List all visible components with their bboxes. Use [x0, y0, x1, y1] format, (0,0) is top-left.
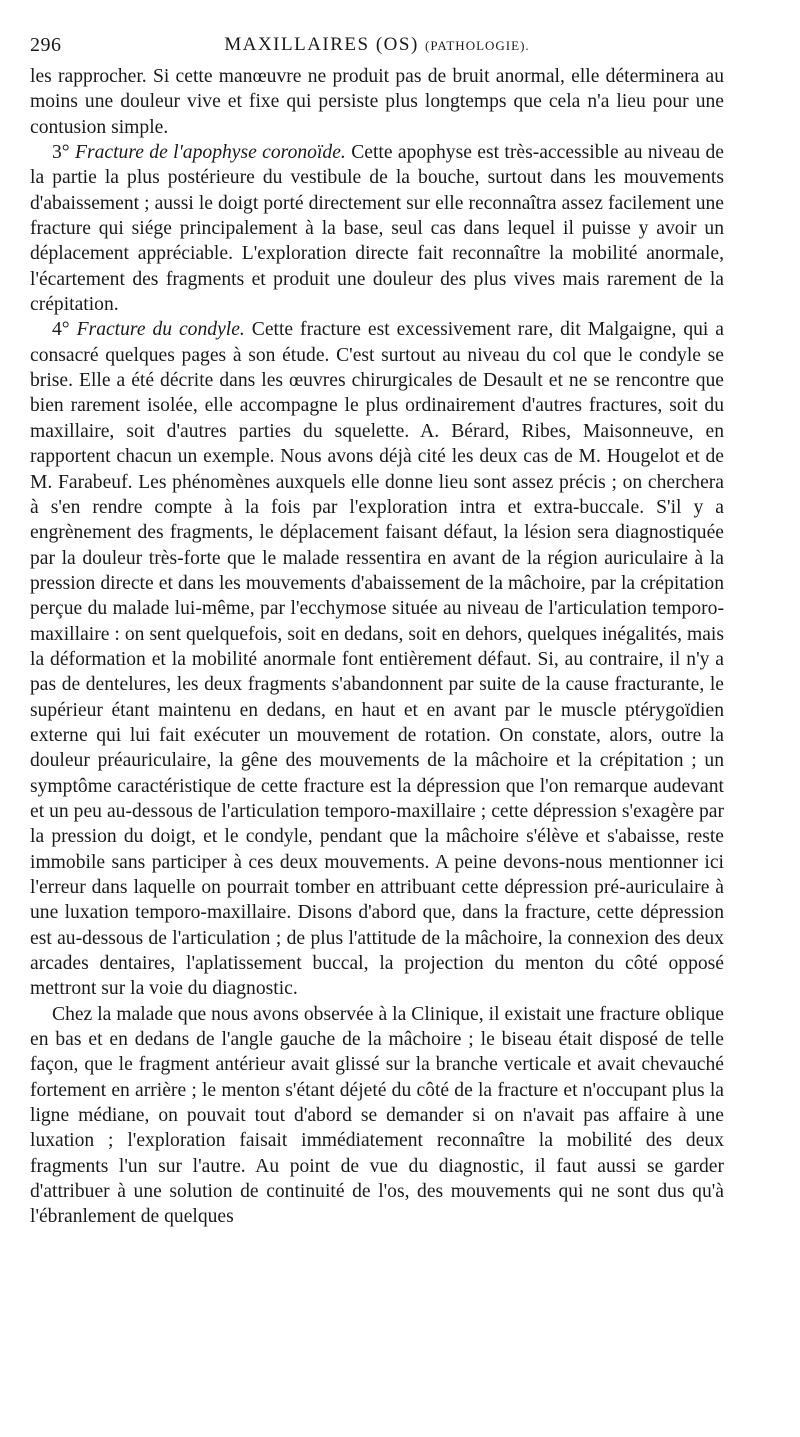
paragraph-text: Cette fracture est excessivement rare, dit Malgaigne, qui a consacré quelques pages à son étude. C'est surtout au niveau du col que le condyle se brise. Elle a été décrite dans les œuvres chirurgicales de Desault et ne se rencontre que bien rarement isolée, elle accompagne le plus ordinairement d'autres fractures, soit du maxillaire, soit d'autres parties du squelette. A. Bérard, Ribes, Maisonneuve, en rapportent chacun un exemple. Nous avons déjà cité les deux cas de M. Hougelot et de M. Farabeuf. Les phénomènes auxquels elle donne lieu sont assez précis ; on cherchera à s'en rendre compte à la fois par l'exploration intra et extra-buccale. S'il y a engrènement des fragments, le déplacement faisant défaut, la lésion sera diagnostiquée par la douleur très-forte que le malade ressentira en avant de la région auriculaire à la pression directe et dans les mouvements d'abaissement de la mâchoire, par la crépitation perçue du malade lui-même, par l'ecchymose située au niveau de l'articulation temporo-maxillaire : on sent quelquefois, soit en dedans, soit en dehors, quelques inégalités, mais la déformation et la mobilité anormale font entièrement défaut. Si, au contraire, il n'y a pas de dentelures, les deux fragments s'abandonnent par suite de la cause fracturante, le supérieur étant maintenu en dedans, en haut et en avant par le muscle ptérygoïdien externe qui lui fait exécuter un mouvement de rotation. On constate, alors, outre la douleur préauriculaire, la gêne des mouvements de la mâchoire et la crépitation ; un symptôme caractéristique de cette fracture est la dépression que l'on remarque audevant et un peu au-dessous de l'articulation temporo-maxillaire ; cette dépression s'exagère par la pression du doigt, et le condyle, pendant que la mâchoire s'élève et s'abaisse, reste immobile sans participer à ces deux mouvements. A peine devons-nous mentionner ici l'erreur dans laquelle on pourrait tomber en attribuant cette dépression pré-auriculaire à une luxation temporo-maxillaire. Disons d'abord que, dans la fracture, cette dépression est au-dessous de l'articulation ; de plus l'attitude de la mâchoire, la connexion des deux arcades dentaires, l'aplatissement buccal, la projection du menton du côté opposé mettront sur la voie du diagnostic.: [30, 319, 724, 1000]
body-text: [30, 64, 724, 1230]
paragraph-clinical-case: [30, 1002, 724, 1230]
paragraph-text: Chez la malade que nous avons observée à la Clinique, il existait une fracture oblique en bas et en dedans de l'angle gauche de la mâchoire ; le biseau était disposé de telle façon, que le fragment antérieur avait glissé sur la branche verticale et avait chevauché fortement en arrière ; le menton s'étant déjeté du côté de la fracture et n'occupant plus la ligne médiane, on pouvait tout d'abord se demander si on n'avait pas affaire à une luxation ; l'exploration faisait immédiatement reconnaître la mobilité des deux fragments l'un sur l'autre. Au point de vue du diagnostic, il faut aussi se garder d'attribuer à une solution de continuité de l'os, des mouvements qui ne sont dus qu'à l'ébranlement de quelques: [30, 1003, 724, 1228]
paragraph-coronoid-fracture: [30, 140, 724, 317]
running-title: [30, 34, 724, 56]
paragraph-text: les rapprocher. Si cette manœuvre ne produit pas de bruit anormal, elle déterminera au moins une douleur vive et fixe qui persiste plus longtemps que cela n'a lieu pour une contusion simple.: [30, 66, 724, 138]
paragraph-text: Cette apophyse est très-accessible au niveau de la partie la plus postérieure du vestibule de la bouche, surtout dans les mouvements d'abaissement ; aussi le doigt porté directement sur elle reconnaîtra assez facilement une fracture qui siége principalement à la base, seul cas dans lequel il puisse y avoir un déplacement appréciable. L'exploration directe fait reconnaître la mobilité anormale, l'écartement des fragments et produit une douleur des plus vives mais rarement de la crépitation.: [30, 142, 724, 316]
running-title-main: MAXILLAIRES (OS): [224, 34, 419, 55]
paragraph-continuation: [30, 64, 724, 140]
paragraph-condyle-fracture: [30, 317, 724, 1001]
page-number: 296: [30, 34, 62, 56]
section-number: 4°: [52, 319, 70, 341]
book-page: [30, 30, 724, 1230]
running-head: [30, 30, 724, 64]
section-number: 3°: [52, 142, 70, 164]
running-title-section: (PATHOLOGIE).: [425, 38, 530, 53]
section-title: Fracture de l'apophyse coronoïde.: [75, 142, 346, 164]
section-title: Fracture du condyle.: [76, 319, 245, 341]
